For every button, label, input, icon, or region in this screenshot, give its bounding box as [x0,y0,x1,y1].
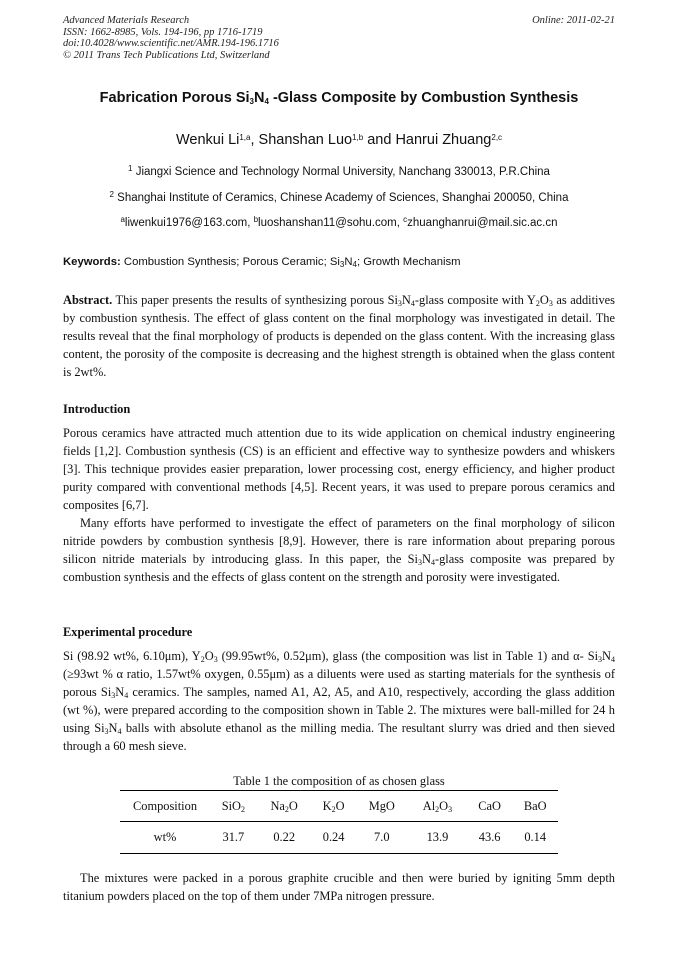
table-1-glass-composition [120,790,558,854]
author-list: Wenkui Li$^{1,a}$, Shanshan Luo$^{1,b}$ and Hanrui Zhuang$^{2,c}$ [175,132,503,148]
header-cell: CaO [467,791,513,822]
introduction-paragraph-2: Many efforts have performed to investigate the effect of parameters on the final morphology of silicon nitride powders by combustion synthesis [8,9]. However, there is rare information about preparing porous silicon nitride materials by introducing glass. In this paper, the $Si_3N_4$-glass composite was prepared by combustion synthesis and the effects of glass content on the strength and porosity were investigated. [63,516,615,584]
table-1-caption: Table 1 the composition of as chosen glass [233,774,445,788]
value-cell: 43.6 [467,822,513,854]
value-cell: 31.7 [210,822,257,854]
email-line: $^a$liwenkui1976@163.com, $^b$luoshanshan11@sohu.com, $^c$zhuanghanrui@mail.sic.ac.cn [120,215,558,229]
journal-header [63,15,615,61]
header-cell: $Al_2O_3$ [408,791,467,822]
table-row [120,822,558,854]
table-header-row [120,791,558,822]
keywords-label: Keywords: [63,256,121,268]
introduction-heading: Introduction [63,402,131,416]
author-name: Shanshan Luo [258,132,353,148]
experimental-paragraph: Si (98.92 wt%, 6.10μm), $Y_2O_3$ (99.95wt%, 0.52μm), glass (the composition was list in Table 1) and α- $Si_3N_4$ (≥93wt % α ratio, 1.57wt% oxygen, 0.55μm) as a diluents were used as starting materials for the synthesis of porous $Si_3N_4$ ceramics. The samples, named A1, A2, A5, and A10, respectively, according the glass addition (wt %), were prepared according to the composition shown in Table 2. The mixtures were ball-milled for 24 h using $Si_3N_4$ balls with absolute ethanol as the milling media. The resultant slurry was dried and then sieved through a 60 mesh sieve. [63,649,615,753]
experimental-heading: Experimental procedure [63,625,193,639]
copyright-line: © 2011 Trans Tech Publications Ltd, Switzerland [63,49,270,61]
email-c[interactable]: zhuanghanrui@mail.sic.ac.cn [407,217,558,229]
value-cell: 0.24 [312,822,356,854]
paper-title: Fabrication Porous $Si_3N_4$ -Glass Composite by Combustion Synthesis [99,90,579,106]
issn-line: ISSN: 1662-8985, Vols. 194-196, pp 1716-1719 [63,26,263,38]
journal-name: Advanced Materials Research [63,15,190,26]
final-paragraph: The mixtures were packed in a porous graphite crucible and then were buried by igniting 5mm depth titanium powders placed on the top of them under 7MPa nitrogen pressure. [63,871,615,903]
abstract-label: Abstract. [63,293,113,307]
header-cell: $Na_2O$ [257,791,312,822]
abstract-paragraph: Abstract. This paper presents the results of synthesizing porous $Si_3N_4$-glass composite with $Y_2O_3$ as additives by combustion synthesis. The effect of glass content on the final morphology was investigated in detail. The results reveal that the final morphology of products is depended on the glass content. With the increasing glass content, the porosity of the composite is decreasing and the highest strength is obtained when the glass content is 2wt%. [63,293,615,379]
author-name: Hanrui Zhuang [395,132,492,148]
row-label-cell: wt% [120,822,210,854]
introduction-paragraph-1: Porous ceramics have attracted much attention due to its wide application on chemical industry engineering fields [1,2]. Combustion synthesis (CS) is an efficient and effective way to synthesize powders and whiskers [3]. This technique provides easier preparation, lower processing cost, energy efficiency, and higher product purity compared with conventional methods [4,5]. Recent years, it was used to prepare porous ceramics and composites [6,7]. [63,426,615,512]
doi-line[interactable]: doi:10.4028/www.scientific.net/AMR.194-196.1716 [63,38,279,49]
online-date: Online: 2011-02-21 [532,15,615,26]
header-cell: MgO [356,791,408,822]
affiliation-2: $^2$ Shanghai Institute of Ceramics, Chinese Academy of Sciences, Shanghai 200050, China [109,190,569,204]
header-cell: $K_2O$ [312,791,356,822]
keywords: Keywords: Combustion Synthesis; Porous Ceramic; $Si_3N_4$; Growth Mechanism [63,256,461,269]
header-cell: SiO$_2$ [210,791,257,822]
author-name: Wenkui Li [175,132,240,148]
email-b[interactable]: luoshanshan11@sohu.com, [258,217,404,229]
value-cell: 0.14 [512,822,558,854]
email-a[interactable]: liwenkui1976@163.com, [124,217,254,229]
header-cell: BaO [512,791,558,822]
affiliation-1: $^1$ Jiangxi Science and Technology Normal University, Nanchang 330013, P.R.China [128,164,550,178]
header-cell: Composition [120,791,210,822]
value-cell: 7.0 [356,822,408,854]
value-cell: 13.9 [408,822,467,854]
value-cell: 0.22 [257,822,312,854]
